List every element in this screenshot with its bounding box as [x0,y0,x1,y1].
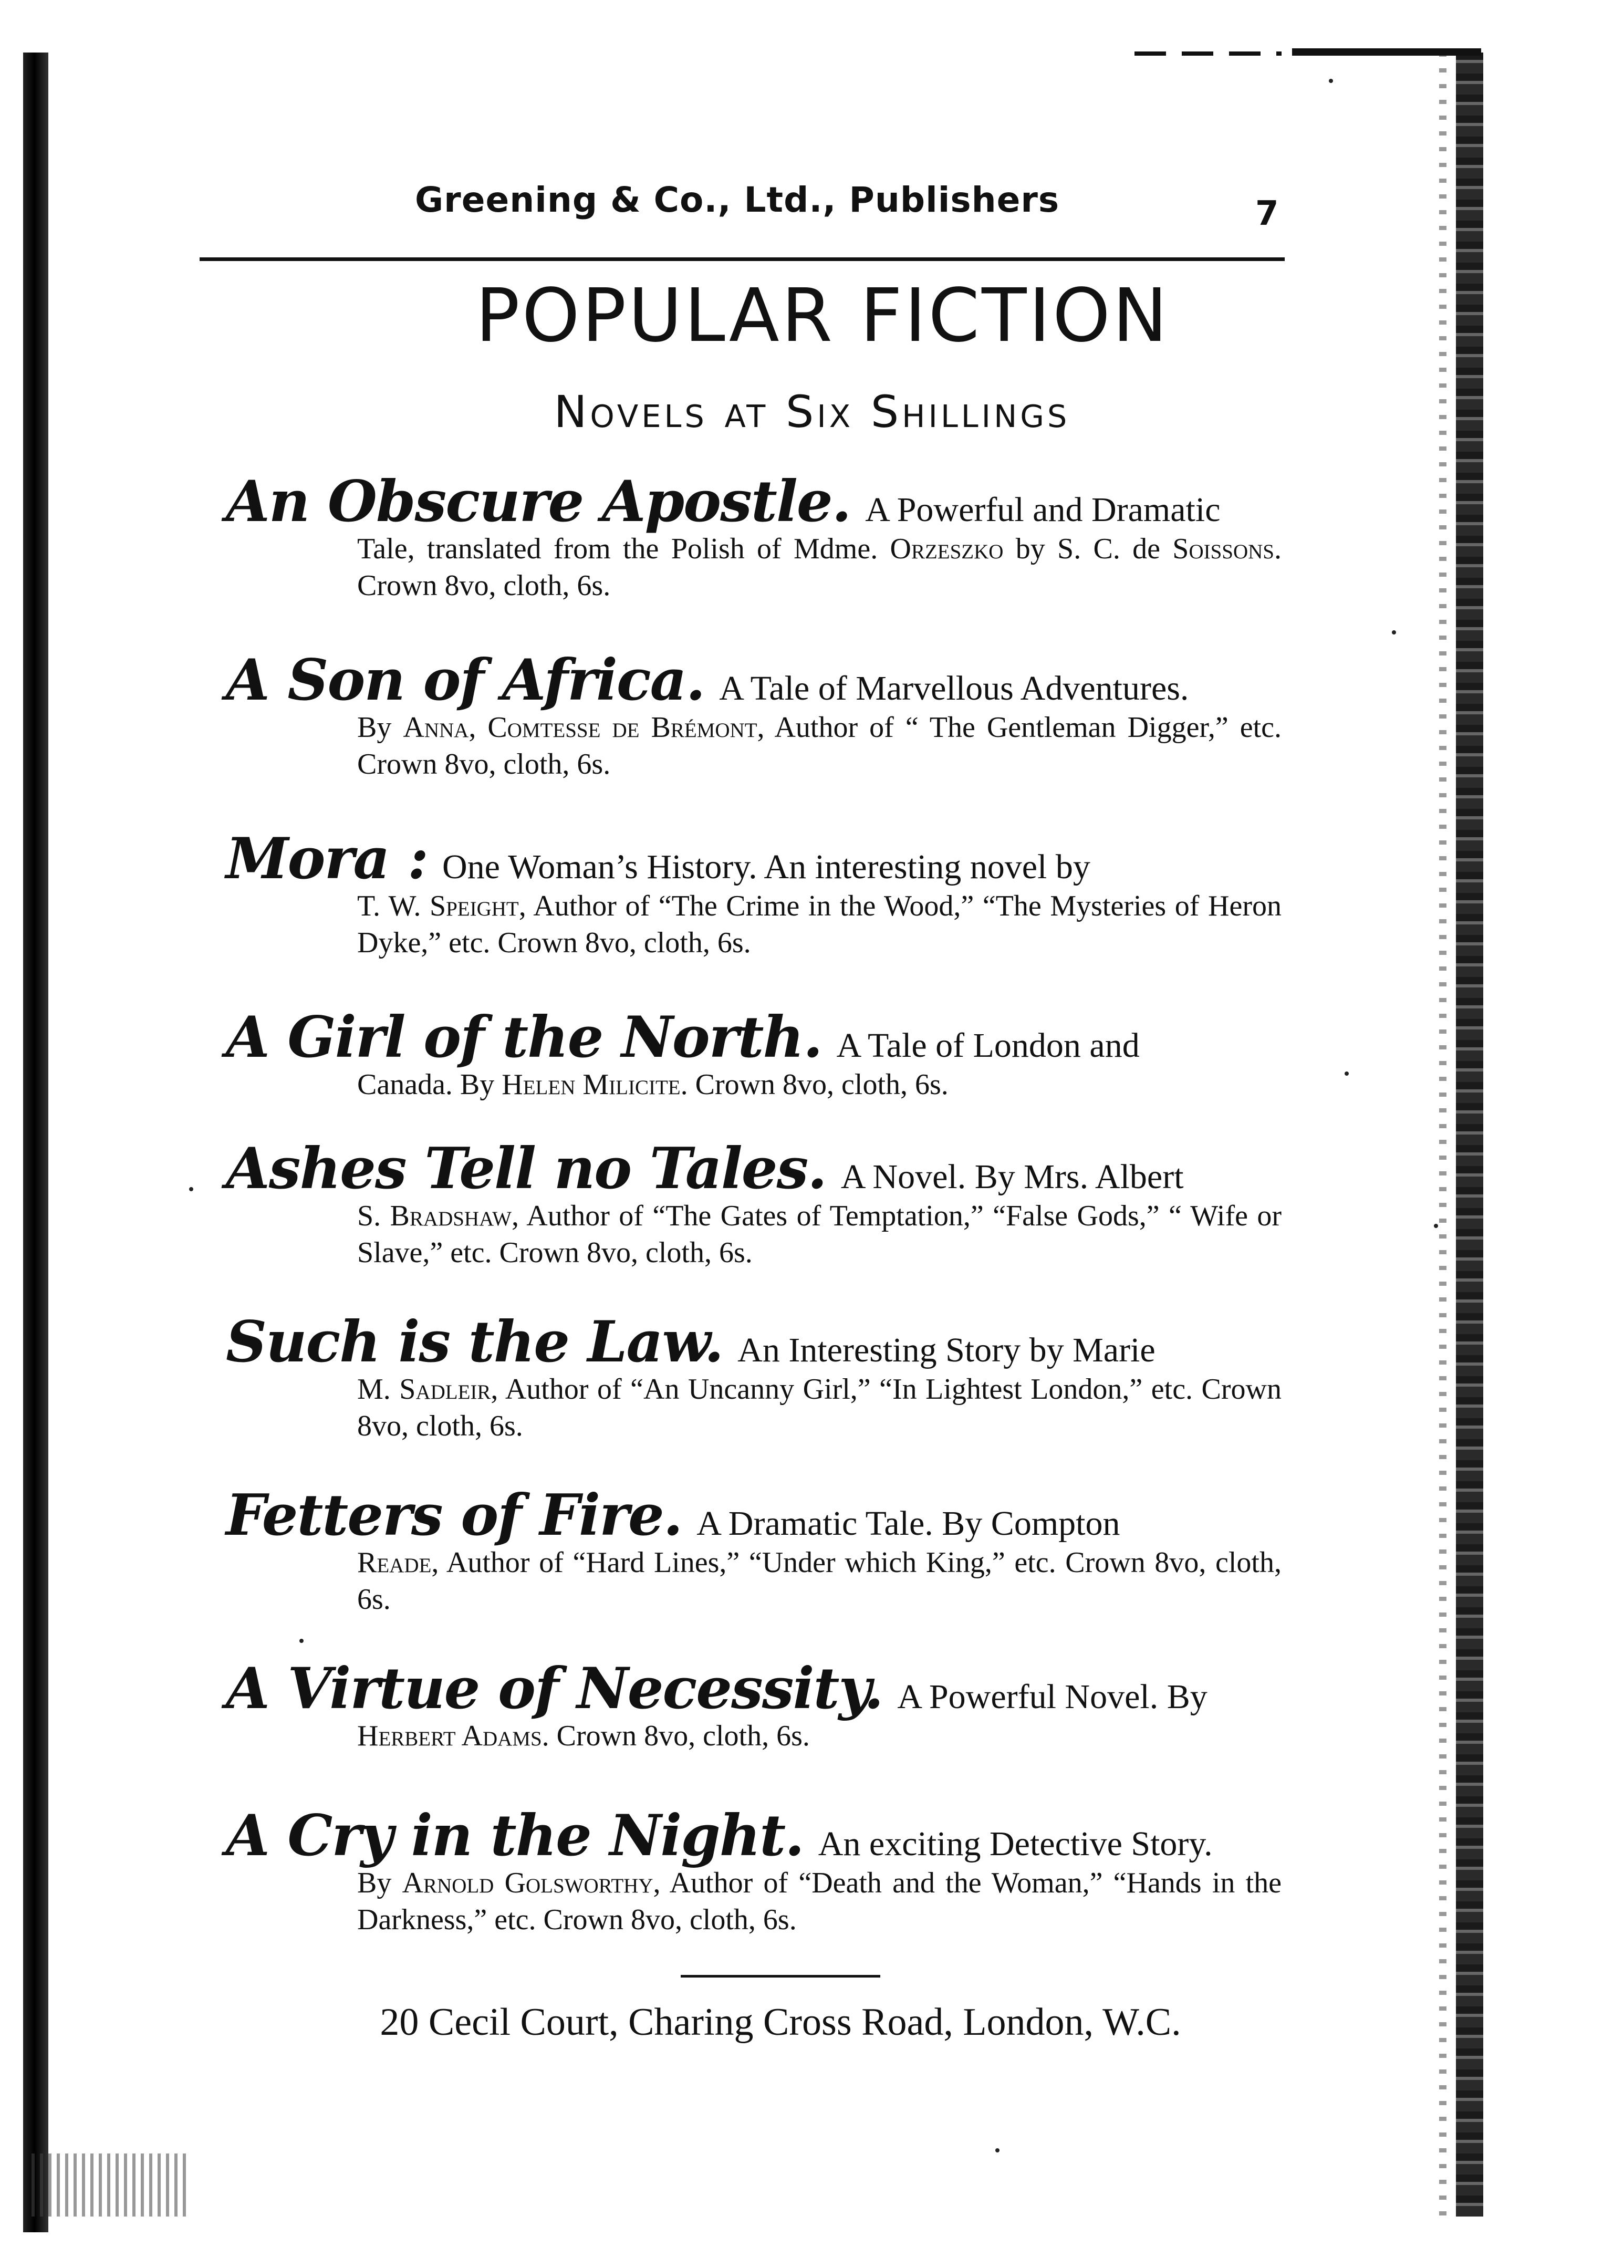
book-description: Herbert Adams. Crown 8vo, cloth, 6s. [357,1720,810,1752]
page-edge-noise [1439,53,1446,2217]
book-description: By Anna, Comtesse de Brémont, Author of “ The Gentleman Digger,” etc. Crown 8vo, cloth, 6s. [357,711,1282,781]
book-entry [226,1656,1282,1754]
scan-speck [995,2148,1000,2152]
book-lead: A Dramatic Tale. By Compton [696,1504,1120,1543]
scan-speck [1329,79,1333,83]
book-entry [226,1309,1282,1444]
book-entry [226,1803,1282,1938]
book-lead: An exciting Detective Story. [818,1825,1213,1863]
running-head: Greening & Co., Ltd., Publishers [415,180,1060,220]
book-description: M. Sadleir, Author of “An Uncanny Girl,” “In Lightest London,” etc. Crown 8vo, cloth, 6s. [357,1373,1282,1442]
book-description: By Arnold Golsworthy, Author of “Death and the Woman,” “Hands in the Darkness,” etc. Crown 8vo, cloth, 6s. [357,1867,1282,1936]
book-lead: A Powerful and Dramatic [865,491,1221,529]
book-title: Fetters of Fire. [226,1482,682,1548]
page-edge-noise [32,2153,189,2217]
page-edge-top [1134,51,1282,56]
book-entry [226,1004,1282,1103]
scan-speck [1392,630,1396,634]
book-lead: A Tale of Marvellous Adventures. [719,669,1189,708]
header-rule [200,257,1285,261]
scan-speck [189,1187,193,1191]
page-title: POPULAR FICTION [475,273,1170,359]
book-lead: An Interesting Story by Marie [737,1331,1155,1369]
book-description: T. W. Speight, Author of “The Crime in the Wood,” “The Mysteries of Heron Dyke,” etc. Crown 8vo, cloth, 6s. [357,890,1282,959]
book-title: A Virtue of Necessity. [226,1656,883,1722]
book-lead: A Tale of London and [836,1026,1140,1065]
book-lead: A Novel. By Mrs. Albert [840,1158,1184,1196]
scan-speck [299,1639,304,1643]
footer-rule [681,1975,880,1978]
page-edge-right [1456,53,1483,2217]
book-description: Reade, Author of “Hard Lines,” “Under which King,” etc. Crown 8vo, cloth, 6s. [357,1546,1282,1616]
page-number: 7 [1255,194,1279,233]
page-subtitle: Novels at Six Shillings [554,386,1070,438]
book-title: Such is the Law. [226,1309,723,1375]
scan-speck [1434,1224,1438,1228]
publisher-address: 20 Cecil Court, Charing Cross Road, London, W.C. [380,2001,1181,2044]
book-title: Mora : [226,826,428,892]
scan-speck [1345,1071,1349,1076]
book-description: Canada. By Helen Milicite. Crown 8vo, cloth, 6s. [357,1068,949,1101]
book-entry [226,826,1282,961]
book-title: A Cry in the Night. [226,1803,804,1869]
book-description: Tale, translated from the Polish of Mdme. Orzeszko by S. C. de Soissons. Crown 8vo, cloth, 6s. [357,533,1282,602]
book-title: Ashes Tell no Tales. [226,1136,826,1202]
page-edge-left [23,53,48,2232]
book-lead: A Powerful Novel. By [897,1678,1207,1716]
page-edge-top [1292,48,1481,56]
book-title: A Girl of the North. [226,1004,822,1070]
book-entry [226,647,1282,783]
book-lead: One Woman’s History. An interesting novel by [442,848,1090,886]
book-entry [226,1136,1282,1271]
book-description: S. Bradshaw, Author of “The Gates of Temptation,” “False Gods,” “ Wife or Slave,” etc. Crown 8vo, cloth, 6s. [357,1200,1282,1269]
book-title: An Obscure Apostle. [226,469,851,535]
book-title: A Son of Africa. [226,647,705,713]
book-entry [226,1482,1282,1618]
book-entry [226,469,1282,604]
